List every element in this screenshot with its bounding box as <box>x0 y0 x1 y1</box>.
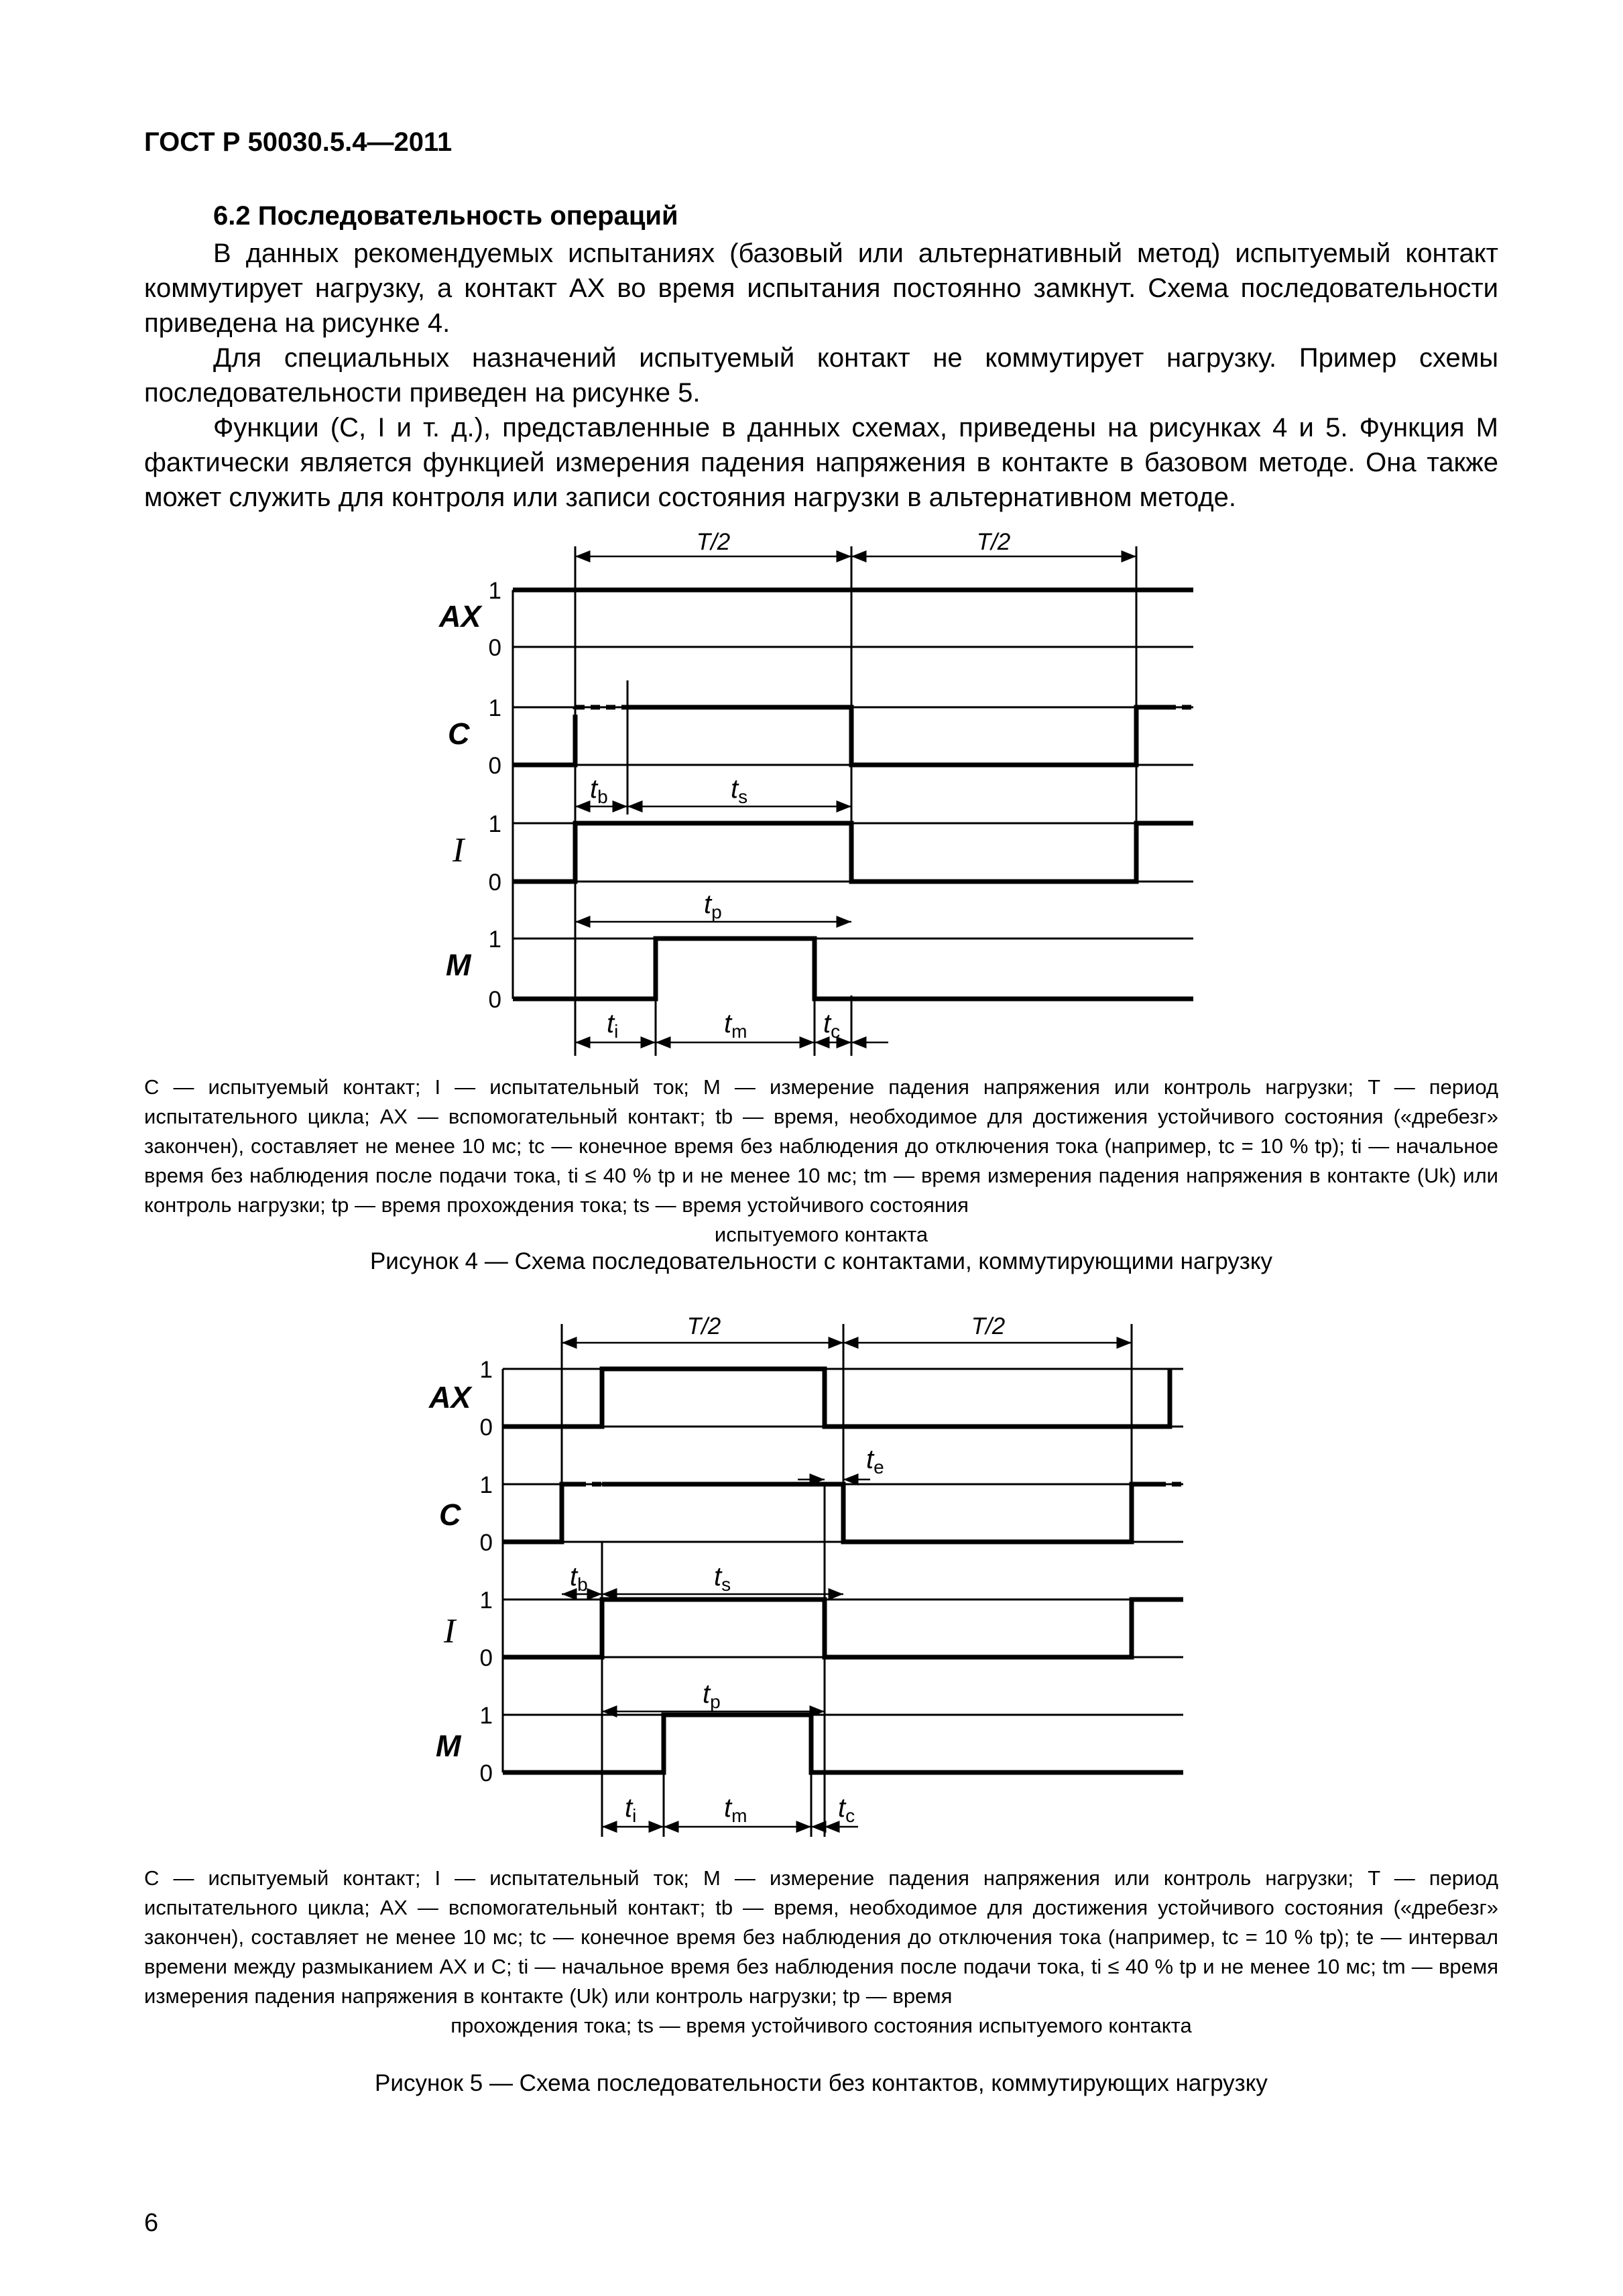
paragraph-1: В данных рекомендуемых испытаниях (базовый или альтернативный метод) испытуемый контакт коммутирует нагрузку, а контакт AX во время испытания постоянно замкнут. Схема последовательности приведена на рисунке 4. <box>144 239 1498 338</box>
document-number: ГОСТ Р 50030.5.4—2011 <box>144 127 453 157</box>
signal-ax-label: AX <box>439 599 481 633</box>
ti-label: ti <box>607 1009 619 1042</box>
level-0-label: 0 <box>488 635 501 661</box>
signal-c-label: C <box>448 717 470 751</box>
figure-4-title: Рисунок 4 — Схема последовательности с контактами, коммутирующими нагрузку <box>369 1248 1273 1274</box>
figure-5-title: Рисунок 5 — Схема последовательности без контактов, коммутирующих нагрузку <box>375 2070 1268 2096</box>
level-0-label: 0 <box>479 1414 493 1441</box>
t-half-label: T/2 <box>696 529 731 555</box>
m-waveform <box>503 1715 1183 1772</box>
level-1-label: 1 <box>479 1357 493 1383</box>
tp-label: tp <box>703 1679 721 1712</box>
ax-waveform <box>503 1369 1170 1427</box>
level-0-label: 0 <box>488 987 501 1013</box>
tb-label: tb <box>590 774 608 807</box>
signal-i-label: I <box>453 831 465 869</box>
signal-c-label: C <box>439 1498 461 1532</box>
c-waveform <box>503 1484 577 1542</box>
i-waveform <box>503 1599 1183 1657</box>
section-title: 6.2 Последовательность операций <box>213 201 678 231</box>
te-label: te <box>866 1445 884 1477</box>
level-1-label: 1 <box>479 1703 493 1729</box>
level-1-label: 1 <box>488 578 501 604</box>
signal-m-label: M <box>446 948 471 982</box>
ts-label: ts <box>731 774 748 807</box>
tm-label: tm <box>724 1793 747 1826</box>
level-1-label: 1 <box>479 1587 493 1614</box>
t-half-label: T/2 <box>971 1313 1006 1339</box>
ts-label: ts <box>714 1562 731 1595</box>
figure-5-legend: C — испытуемый контакт; I — испытательный ток; M — измерение падения напряжения или контроль нагрузки; T — период испытательного цикла; AX — вспомогательный контакт; tb — время, необходимое для достижения устойчивого состояния («дребезг» закончен), составляет не менее 10 мс; tc — конечное время без наблюдения до отключения тока (например, tc = 10 % tp); te — интервал времени между размыканием AX и C; ti — начальное время без наблюдения после подачи тока, ti ≤ 40 % tp и не менее 10 мс; tm — время измерения падения напряжения в контакте (Uk) или контроль нагрузки; tp — время прохождения тока; ts — время устойчивого состояния испытуемого контакта <box>144 1866 1498 2037</box>
figure-4-legend: C — испытуемый контакт; I — испытательный ток; M — измерение падения напряжения или контроль нагрузки; T — период испытательного цикла; AX — вспомогательный контакт; tb — время, необходимое для достижения устойчивого состояния («дребезг» закончен), составляет не менее 10 мс; tc — конечное время без наблюдения до отключения тока (например, tc = 10 % tp); ti — начальное время без наблюдения после подачи тока, ti ≤ 40 % tp и не менее 10 мс; tm — время измерения падения напряжения в контакте (Uk) или контроль нагрузки; tp — время прохождения тока; ts — время устойчивого состояния испытуемого контакта <box>144 1075 1498 1246</box>
level-1-label: 1 <box>488 811 501 837</box>
paragraph-3: Функции (C, I и т. д.), представленные в данных схемах, приведены на рисунках 4 и 5. Функция M фактически является функцией измерения падения напряжения в контакте в базовом методе. Она также может служить для контроля или записи состояния нагрузки в альтернативном методе. <box>144 413 1498 512</box>
level-0-label: 0 <box>488 869 501 896</box>
signal-i-label: I <box>444 1612 456 1650</box>
level-0-label: 0 <box>488 753 501 779</box>
page-number: 6 <box>144 2209 159 2237</box>
tc-label: tc <box>823 1009 841 1042</box>
tb-label: tb <box>570 1562 588 1595</box>
tp-label: tp <box>704 890 722 922</box>
signal-m-label: M <box>436 1729 461 1763</box>
tm-label: tm <box>724 1009 747 1042</box>
paragraph-2: Для специальных назначений испытуемый контакт не коммутирует нагрузку. Пример схемы последовательности приведен на рисунке 5. <box>144 343 1498 408</box>
level-1-label: 1 <box>488 695 501 721</box>
t-half-label: T/2 <box>686 1313 721 1339</box>
t-half-label: T/2 <box>976 529 1011 555</box>
level-1-label: 1 <box>479 1472 493 1498</box>
level-0-label: 0 <box>479 1645 493 1671</box>
level-1-label: 1 <box>488 926 501 953</box>
level-0-label: 0 <box>479 1530 493 1556</box>
signal-ax-label: AX <box>429 1380 471 1414</box>
ti-label: ti <box>625 1793 637 1826</box>
tc-label: tc <box>838 1793 855 1826</box>
level-0-label: 0 <box>479 1760 493 1787</box>
